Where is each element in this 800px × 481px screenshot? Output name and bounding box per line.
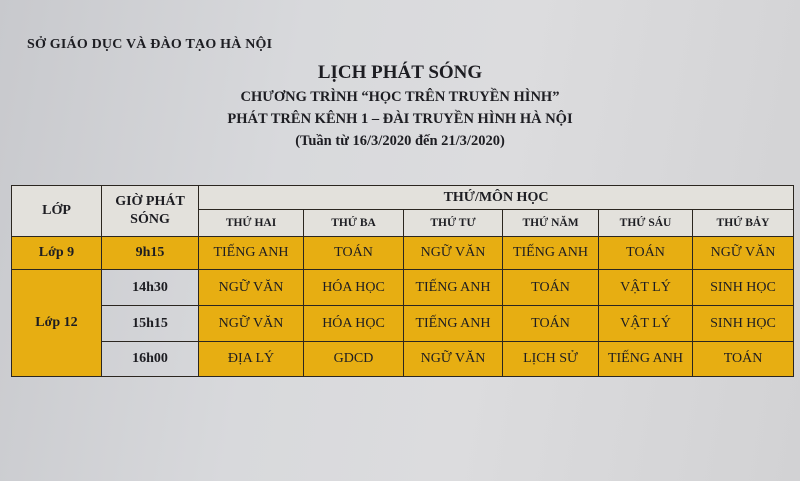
subject-cell: TOÁN — [599, 237, 693, 270]
subject-cell: LỊCH SỬ — [503, 342, 599, 377]
time-cell: 15h15 — [102, 306, 199, 342]
day-header: THỨ TƯ — [404, 210, 503, 237]
subject-cell: NGỮ VĂN — [404, 237, 503, 270]
document-header — [180, 60, 620, 152]
time-column-header: GIỜ PHÁT SÓNG — [102, 186, 199, 237]
subject-cell: HÓA HỌC — [304, 306, 404, 342]
table-row — [12, 237, 794, 270]
table-row — [12, 306, 794, 342]
organization-name: SỞ GIÁO DỤC VÀ ĐÀO TẠO HÀ NỘI — [27, 37, 273, 52]
channel-subtitle: PHÁT TRÊN KÊNH 1 – ĐÀI TRUYỀN HÌNH HÀ NỘI — [227, 111, 573, 127]
subject-cell: TIẾNG ANH — [599, 342, 693, 377]
header-row — [12, 186, 794, 210]
subject-cell: GDCD — [304, 342, 404, 377]
subject-cell: NGỮ VĂN — [199, 306, 304, 342]
subject-cell: NGỮ VĂN — [404, 342, 503, 377]
subject-cell: TIẾNG ANH — [404, 306, 503, 342]
subject-cell: TIẾNG ANH — [503, 237, 599, 270]
day-subject-group-header: THỨ/MÔN HỌC — [199, 186, 794, 210]
subject-cell: ĐỊA LÝ — [199, 342, 304, 377]
time-cell: 14h30 — [102, 270, 199, 306]
class-cell: Lớp 9 — [12, 237, 102, 270]
day-header: THỨ NĂM — [503, 210, 599, 237]
program-subtitle: CHƯƠNG TRÌNH “HỌC TRÊN TRUYỀN HÌNH” — [240, 89, 560, 105]
day-header: THỨ SÁU — [599, 210, 693, 237]
subject-cell: NGỮ VĂN — [199, 270, 304, 306]
document-title: LỊCH PHÁT SÓNG — [317, 62, 483, 83]
subject-cell: SINH HỌC — [693, 270, 794, 306]
day-header: THỨ HAI — [199, 210, 304, 237]
class-cell: Lớp 12 — [12, 270, 102, 377]
week-range: (Tuần từ 16/3/2020 đến 21/3/2020) — [295, 133, 505, 149]
broadcast-schedule-table — [11, 185, 794, 377]
day-header: THỨ BẢY — [693, 210, 794, 237]
subject-cell: TIẾNG ANH — [404, 270, 503, 306]
subject-cell: SINH HỌC — [693, 306, 794, 342]
subject-cell: TIẾNG ANH — [199, 237, 304, 270]
subject-cell: NGỮ VĂN — [693, 237, 794, 270]
subject-cell: VẬT LÝ — [599, 270, 693, 306]
table-row — [12, 342, 794, 377]
table-row — [12, 270, 794, 306]
subject-cell: HÓA HỌC — [304, 270, 404, 306]
subject-cell: TOÁN — [503, 306, 599, 342]
time-cell: 16h00 — [102, 342, 199, 377]
subject-cell: VẬT LÝ — [599, 306, 693, 342]
day-header: THỨ BA — [304, 210, 404, 237]
subject-cell: TOÁN — [693, 342, 794, 377]
subject-cell: TOÁN — [503, 270, 599, 306]
time-cell: 9h15 — [102, 237, 199, 270]
subject-cell: TOÁN — [304, 237, 404, 270]
class-column-header: LỚP — [12, 186, 102, 237]
